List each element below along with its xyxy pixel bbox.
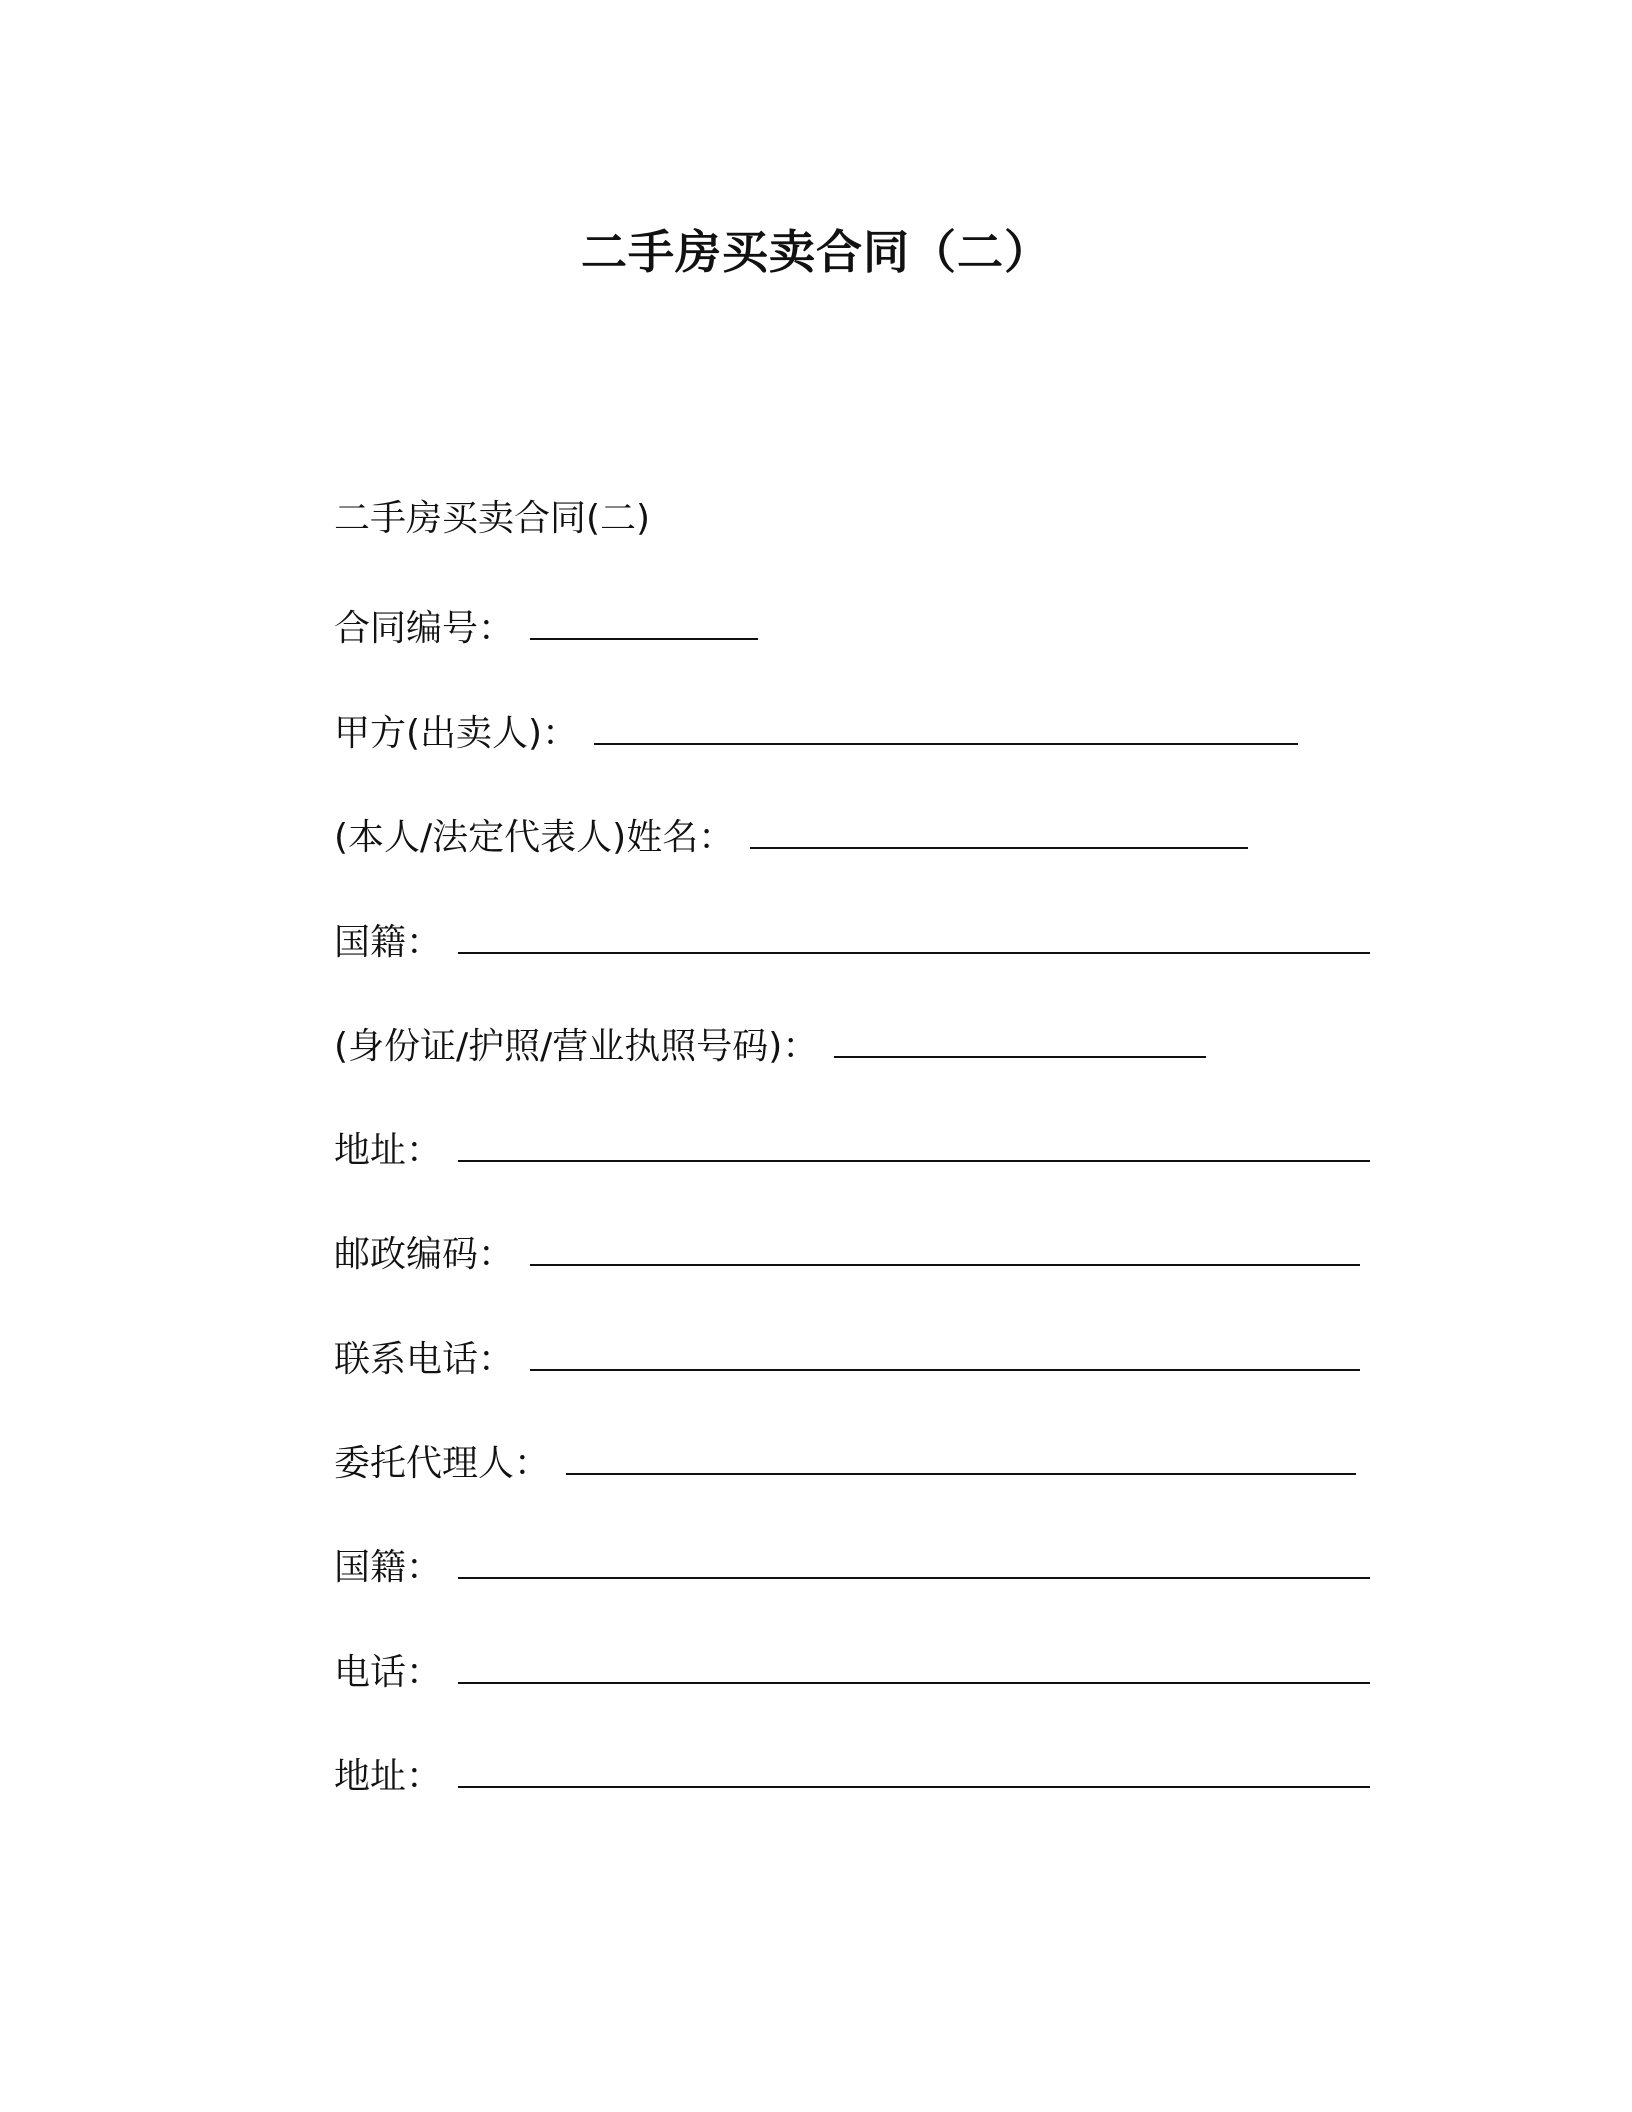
contract-number-field [334, 596, 758, 655]
agent-phone-blank[interactable] [458, 1640, 1370, 1684]
nationality-label: 国籍： [334, 922, 443, 963]
agent-label: 委托代理人： [334, 1443, 551, 1484]
agent-phone-field [334, 1640, 1370, 1699]
agent-nationality-field [334, 1535, 1370, 1594]
contract-number-blank[interactable] [530, 596, 758, 640]
agent-address-field [334, 1744, 1370, 1803]
document-title: 二手房买卖合同（二） [581, 225, 1051, 279]
agent-blank[interactable] [566, 1431, 1356, 1475]
party-a-field [334, 701, 1298, 760]
address-field [334, 1118, 1370, 1177]
party-a-label: 甲方(出卖人)： [334, 713, 579, 754]
contact-phone-label: 联系电话： [334, 1339, 515, 1380]
address-blank[interactable] [458, 1118, 1370, 1162]
nationality-field [334, 910, 1370, 969]
document-subtitle: 二手房买卖合同(二) [334, 498, 651, 539]
agent-address-label: 地址： [334, 1756, 443, 1797]
representative-name-label: (本人/法定代表人)姓名： [334, 817, 735, 858]
representative-name-field [334, 805, 1248, 864]
agent-address-blank[interactable] [458, 1744, 1370, 1788]
representative-name-blank[interactable] [750, 805, 1248, 849]
agent-nationality-label: 国籍： [334, 1547, 443, 1588]
contact-phone-blank[interactable] [530, 1327, 1360, 1371]
id-number-blank[interactable] [834, 1014, 1206, 1058]
party-a-blank[interactable] [594, 701, 1298, 745]
address-label: 地址： [334, 1130, 443, 1171]
id-number-label: (身份证/护照/营业执照号码)： [334, 1026, 819, 1067]
contract-number-label: 合同编号： [334, 608, 515, 649]
agent-nationality-blank[interactable] [458, 1535, 1370, 1579]
agent-phone-label: 电话： [334, 1652, 443, 1693]
postal-code-field [334, 1222, 1360, 1281]
id-number-field [334, 1014, 1206, 1073]
nationality-blank[interactable] [458, 910, 1370, 954]
postal-code-blank[interactable] [530, 1222, 1360, 1266]
postal-code-label: 邮政编码： [334, 1234, 515, 1275]
agent-field [334, 1431, 1356, 1490]
contact-phone-field [334, 1327, 1360, 1386]
